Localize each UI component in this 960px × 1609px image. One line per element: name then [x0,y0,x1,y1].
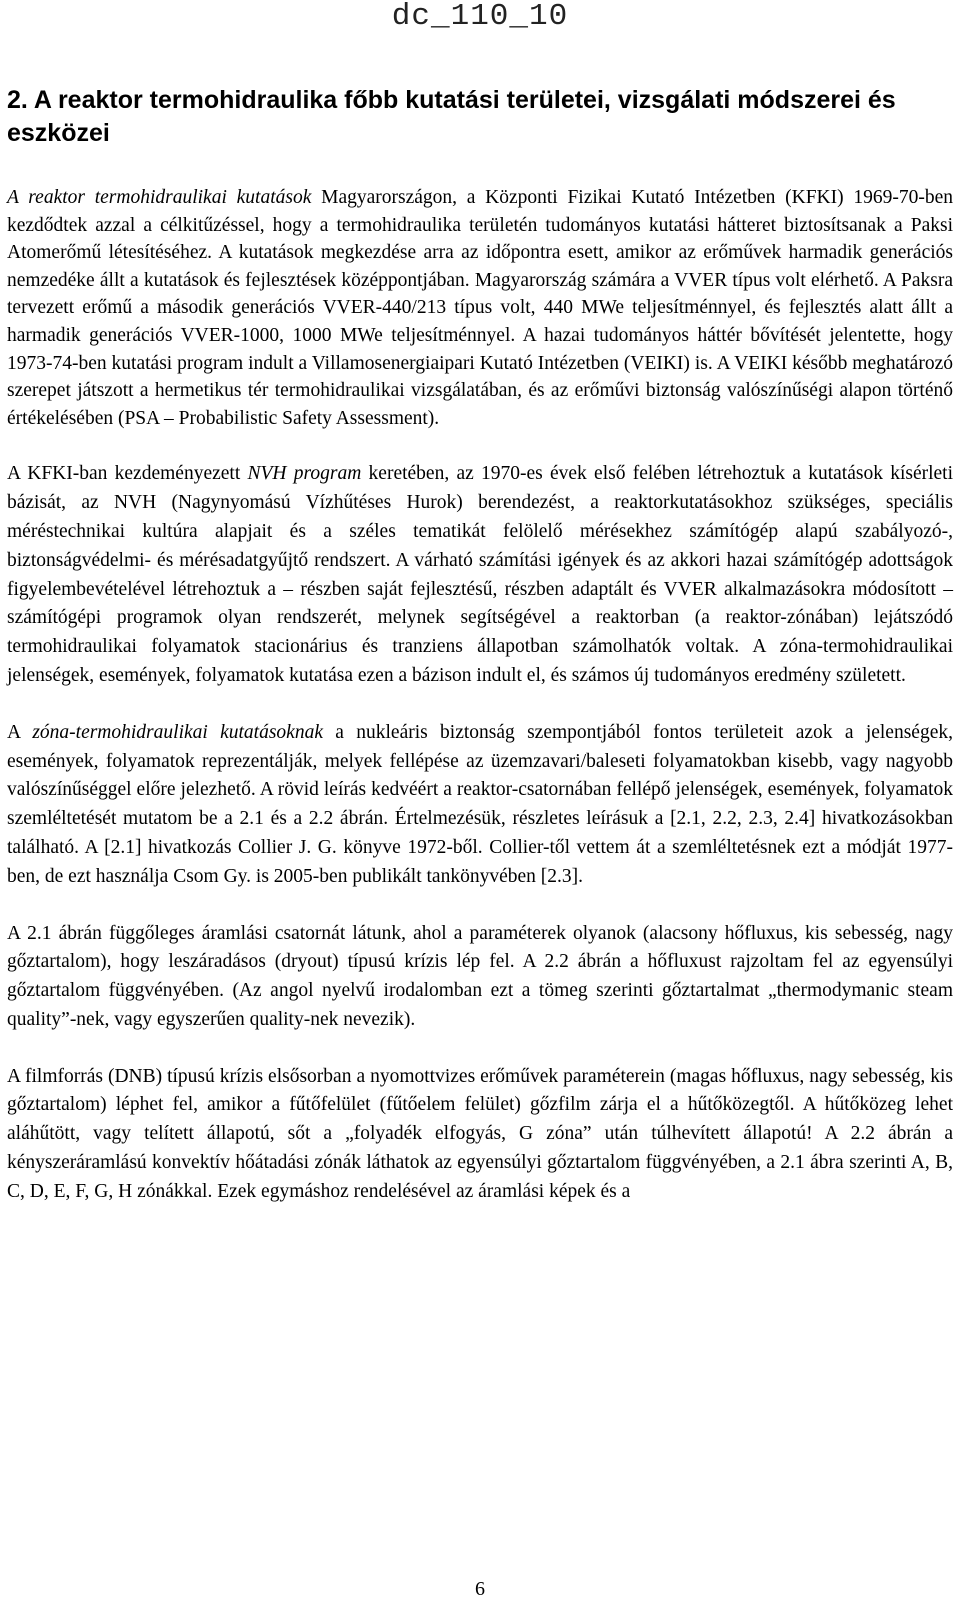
paragraph-1 [7,184,953,432]
paragraph-3-text-after: a nukleáris biztonság szempontjából fontos területeit azok a jelenségek, események, folyamatok reprezentálják, melyek fellépése az üzemzavari/baleseti folyamatokban kisebb, vagy nagyobb valószínűséggel előre jelezhető. A rövid leírás kedvéért a reaktor-csatornában fellépő jelenségek, események, folyamatok szemléltetését mutatom be a 2.1 és a 2.2 ábrán. Értelmezésük, részletes leírásuk a [2.1, 2.2, 2.3, 2.4] hivatkozásokban található. A [2.1] hivatkozás Collier J. G. könyve 1972-ből. Collier-től vettem át a szemléltetésnek ezt a módját 1977-ben, de ezt használja Csom Gy. is 2005-ben publikált tankönyvében [2.3]. [7,721,953,887]
paragraph-3 [7,719,953,892]
paragraph-2-italic-term: NVH program [247,463,362,485]
paragraph-2 [7,460,953,690]
paragraph-3-italic-term: zóna-termohidraulikai kutatásoknak [32,721,323,743]
page-number: 6 [475,1578,485,1600]
paragraph-5: A filmforrás (DNB) típusú krízis elsősorban a nyomottvizes erőművek paraméterein (magas hőfluxus, nagy sebesség, kis gőztartalom) léphet fel, amikor a fűtőfelület (fűtőelem felület) gőzfilm zárja el a hűtőközegtől. A hűtőközeg lehet aláhűtött, vagy telített állapotú, sőt a „folyadék elfogyás, G zóna” után túlhevített állapotú! A 2.2 ábrán a kényszeráramlású konvektív hőátadási zónák láthatok az egyensúlyi gőztartalom függvényében, a 2.1 ábra szerinti A, B, C, D, E, F, G, H zónákkal. Ezek egymáshoz rendelésével az áramlási képek és a [7,1065,953,1202]
paragraph-2-text-before: A KFKI-ban kezdeményezett [7,463,248,485]
paragraph-4: A 2.1 ábrán függőleges áramlási csatornát látunk, ahol a paraméterek olyanok (alacsony hőfluxus, kis sebesség, nagy gőztartalom), hogy leszáradásos (dryout) típusú krízis lép fel. A 2.2 ábrán a hőfluxust rajzoltam fel az egyensúlyi gőztartalom függvényében. (Az angol nyelvű irodalomban ezt a tömeg szerinti gőztartalmat „thermodymanic steam quality”-nek, vagy egyszerűen quality-nek nevezik). [7,922,953,1030]
document-id-header: dc_110_10 [391,0,569,34]
page-content [7,84,953,1235]
paragraph-3-text-before: A [7,721,33,743]
paragraph-1-italic-lead: A reaktor termohidraulikai kutatások [7,187,312,208]
paragraph-1-text: Magyarországon, a Központi Fizikai Kutató Intézetben (KFKI) 1969-70-ben kezdődtek azzal a célkitűzéssel, hogy a termohidraulika területén tudományos kutatási hátteret biztosítsanak a Paksi Atomerőmű létesítéséhez. A kutatások megkezdése arra az időpontra esett, amikor az erőművek harmadik generációs nemzedéke állt a kutatások és fejlesztések középpontjában. Magyarország számára a VVER típus volt elérhető. A Paksra tervezett erőmű a második generációs VVER-440/213 típus volt, 440 MWe teljesítménnyel, és fejlesztés alatt állt a harmadik generációs VVER-1000, 1000 MWe teljesítménnyel. A hazai tudományos háttér bővítését jelentette, hogy 1973-74-ben kutatási program indult a Villamosenergiaipari Kutató Intézetben (VEIKI) is. A VEIKI később meghatározó szerepet játszott a hermetikus tér termohidraulikai vizsgálatában, és az erőművi biztonság valószínűségi alapon történő értékelésében (PSA – Probabilistic Safety Assessment). [7,187,953,429]
paragraph-2-text-after: keretében, az 1970-es évek első felében létrehoztuk a kutatások kísérleti bázisát, az NVH (Nagynyomású Vízhűtéses Hurok) berendezést, a reaktorkutatásokhoz szükséges, speciális méréstechnikai kultúra alapjait és a széles tematikát felölelő mérésekhez számítógép alapú szabályozó-, biztonságvédelmi- és mérésadatgyűjtő rendszert. A várható számítási igények és az akkori hazai számítógép adottságok figyelembevételével létrehoztuk a – részben saját fejlesztésű, részben adaptált és VVER alkalmazásokra módosított – számítógépi programok olyan rendszerét, melynek segítségével a reaktorban (a reaktor-zónában) lejátszódó termohidraulikai folyamatok stacionárius és tranziens állapotban számolhatók voltak. A zóna-termohidraulikai jelenségek, események, folyamatok kutatása ezen a bázison indult el, és számos új tudományos eredmény született. [7,463,954,686]
section-heading: 2. A reaktor termohidraulika főbb kutatási területei, vizsgálati módszerei és eszközei [7,86,896,147]
